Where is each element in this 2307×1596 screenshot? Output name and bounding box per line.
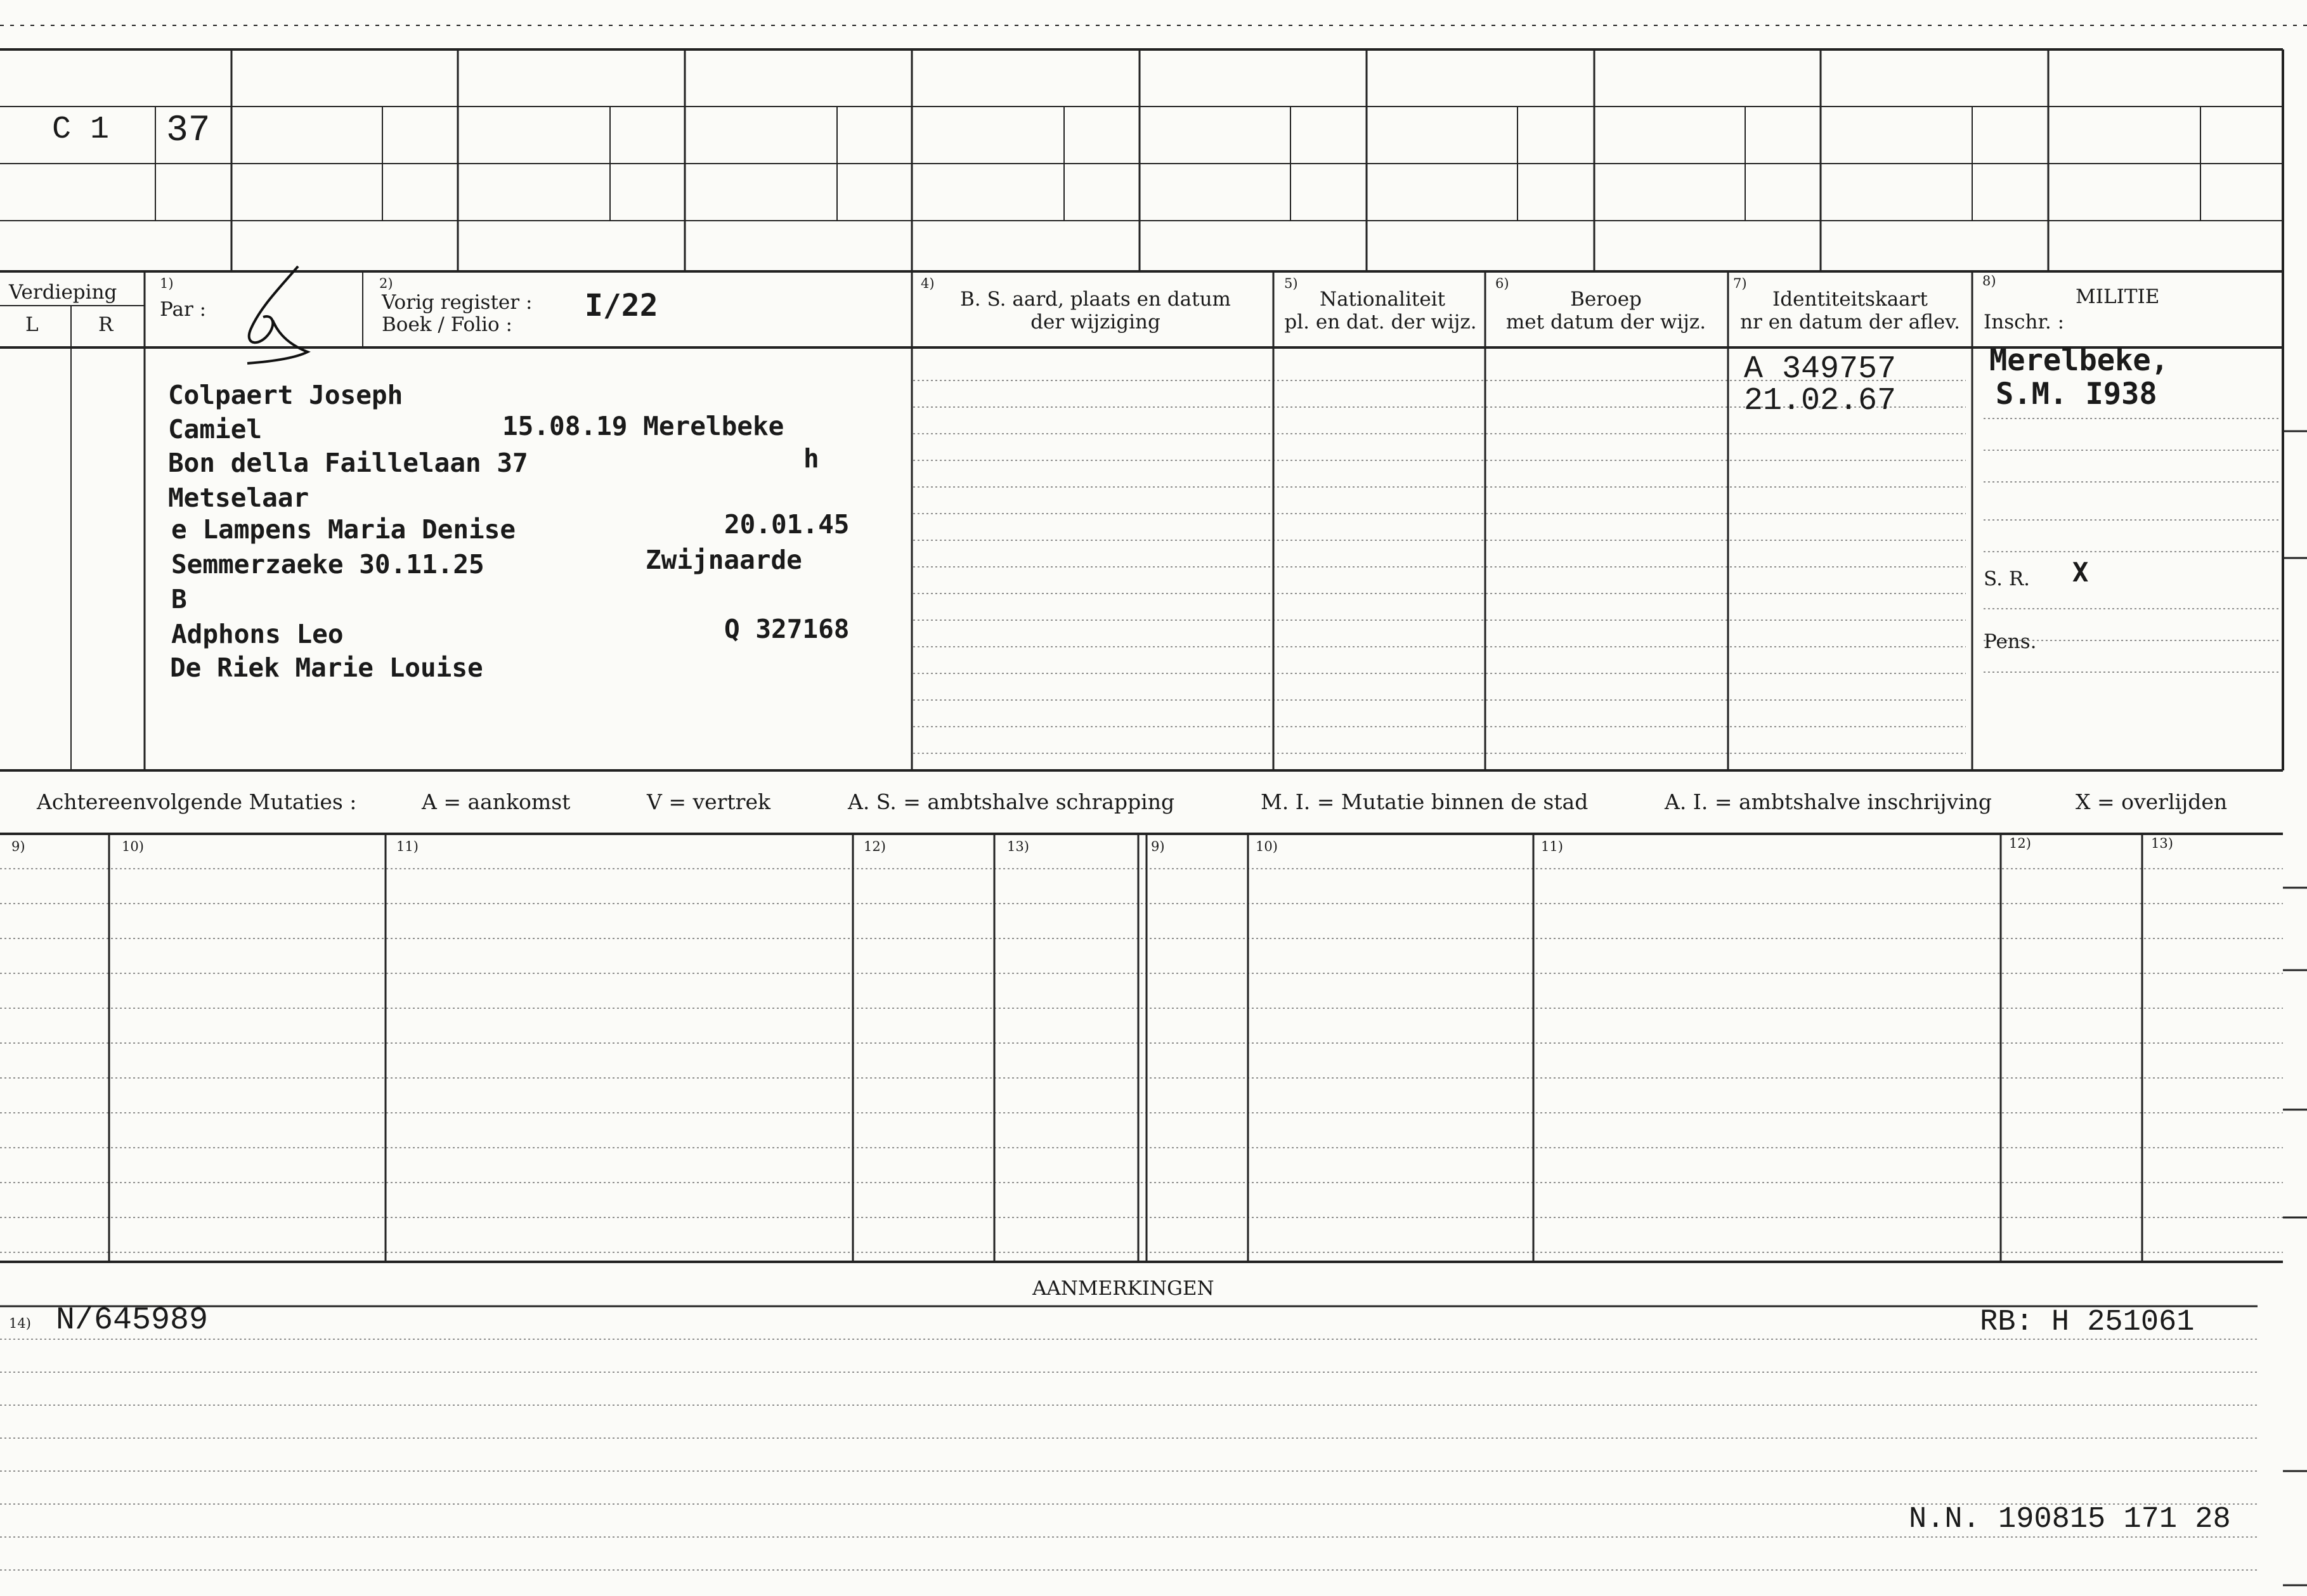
spouse-birth: Semmerzaeke 30.11.25	[171, 549, 484, 580]
person-birth: 15.08.19 Merelbeke	[502, 411, 784, 441]
field-2-register-label: Vorig register :	[382, 291, 533, 314]
remarks-number: N/645989	[56, 1302, 209, 1339]
field-7-line1: Identiteitskaart	[1772, 288, 1928, 311]
field-5-num: 5)	[1284, 276, 1298, 291]
field-4-line1: B. S. aard, plaats en datum	[960, 288, 1231, 311]
person-flag: B	[171, 584, 187, 614]
field-6-line2: met datum der wijz.	[1505, 311, 1706, 334]
mutation-col-12-right: 12)	[2009, 836, 2031, 851]
field-5-line1: Nationaliteit	[1319, 288, 1446, 311]
mutation-col-12-left: 12)	[864, 839, 886, 854]
field-1-num: 1)	[160, 276, 174, 291]
person-surname-first: Colpaert Joseph	[168, 380, 403, 410]
par-signature-mark	[235, 263, 323, 365]
mutation-col-13-left: 13)	[1007, 839, 1029, 854]
identity-card-date: 21.02.67	[1744, 383, 1897, 419]
floor-right: R	[98, 313, 114, 336]
mutation-col-10-right: 10)	[1256, 839, 1278, 854]
legend-arrival: A = aankomst	[422, 789, 571, 814]
legend-death: X = overlijden	[2076, 789, 2228, 814]
mutation-col-9-left: 9)	[11, 839, 25, 854]
mutations-label: Achtereenvolgende Mutaties :	[37, 789, 357, 814]
remarks-num: 14)	[9, 1316, 31, 1331]
legend-city-mutation: M. I. = Mutatie binnen de stad	[1261, 789, 1589, 814]
field-6-line1: Beroep	[1570, 288, 1642, 311]
field-6-num: 6)	[1495, 276, 1509, 291]
legend-departure: V = vertrek	[647, 789, 770, 814]
card-number: 37	[166, 110, 211, 152]
spouse-name: e Lampens Maria Denise	[171, 514, 516, 545]
mother-name: De Riek Marie Louise	[170, 652, 483, 683]
militia-title: MILITIE	[2076, 285, 2160, 308]
field-7-num: 7)	[1733, 276, 1747, 291]
field-4-num: 4)	[921, 276, 935, 291]
field-4-line2: der wijziging	[1030, 311, 1160, 334]
mutation-col-10-left: 10)	[122, 839, 144, 854]
person-address: Bon della Faillelaan 37	[168, 448, 528, 478]
field-5-line2: pl. en dat. der wijz.	[1284, 311, 1477, 334]
person-occupation: Metselaar	[168, 483, 309, 513]
mutation-col-9-right: 9)	[1151, 839, 1165, 854]
legend-official-registration: A. I. = ambtshalve inschrijving	[1665, 789, 1992, 814]
father-code: Q 327168	[724, 614, 850, 644]
field-2-num: 2)	[379, 276, 393, 291]
card-series: C 1	[52, 112, 110, 148]
remarks-nn: N.N. 190815 171 28	[1909, 1503, 2231, 1536]
legend-official-removal: A. S. = ambtshalve schrapping	[848, 789, 1175, 814]
previous-register-value: I/22	[585, 288, 658, 323]
inschr-label: Inschr. :	[1984, 311, 2065, 334]
sr-value: X	[2072, 557, 2089, 588]
mutation-col-11-left: 11)	[396, 839, 419, 854]
militia-inschr-line1: Merelbeke,	[1989, 343, 2169, 378]
person-second-name: Camiel	[168, 414, 263, 444]
person-marker: h	[803, 443, 819, 474]
identity-card-number: A 349757	[1744, 351, 1897, 387]
field-1-label: Par :	[160, 298, 207, 321]
marriage-date: 20.01.45	[724, 509, 850, 540]
field-8-num: 8)	[1982, 273, 1996, 289]
floor-label: Verdieping	[9, 281, 117, 304]
militia-inschr-line2: S.M. I938	[1996, 377, 2157, 412]
spouse-place: Zwijnaarde	[646, 545, 802, 575]
remarks-rb: RB: H 251061	[1980, 1306, 2195, 1339]
field-2-book-label: Boek / Folio :	[382, 313, 512, 336]
mutation-col-13-right: 13)	[2151, 836, 2173, 851]
sr-label: S. R.	[1984, 568, 2031, 590]
remarks-title: AANMERKINGEN	[1032, 1277, 1214, 1300]
pens-label: Pens.	[1984, 630, 2037, 653]
field-7-line2: nr en datum der aflev.	[1740, 311, 1960, 334]
floor-left: L	[25, 313, 39, 336]
mutation-col-11-right: 11)	[1541, 839, 1563, 854]
father-name: Adphons Leo	[171, 619, 344, 649]
